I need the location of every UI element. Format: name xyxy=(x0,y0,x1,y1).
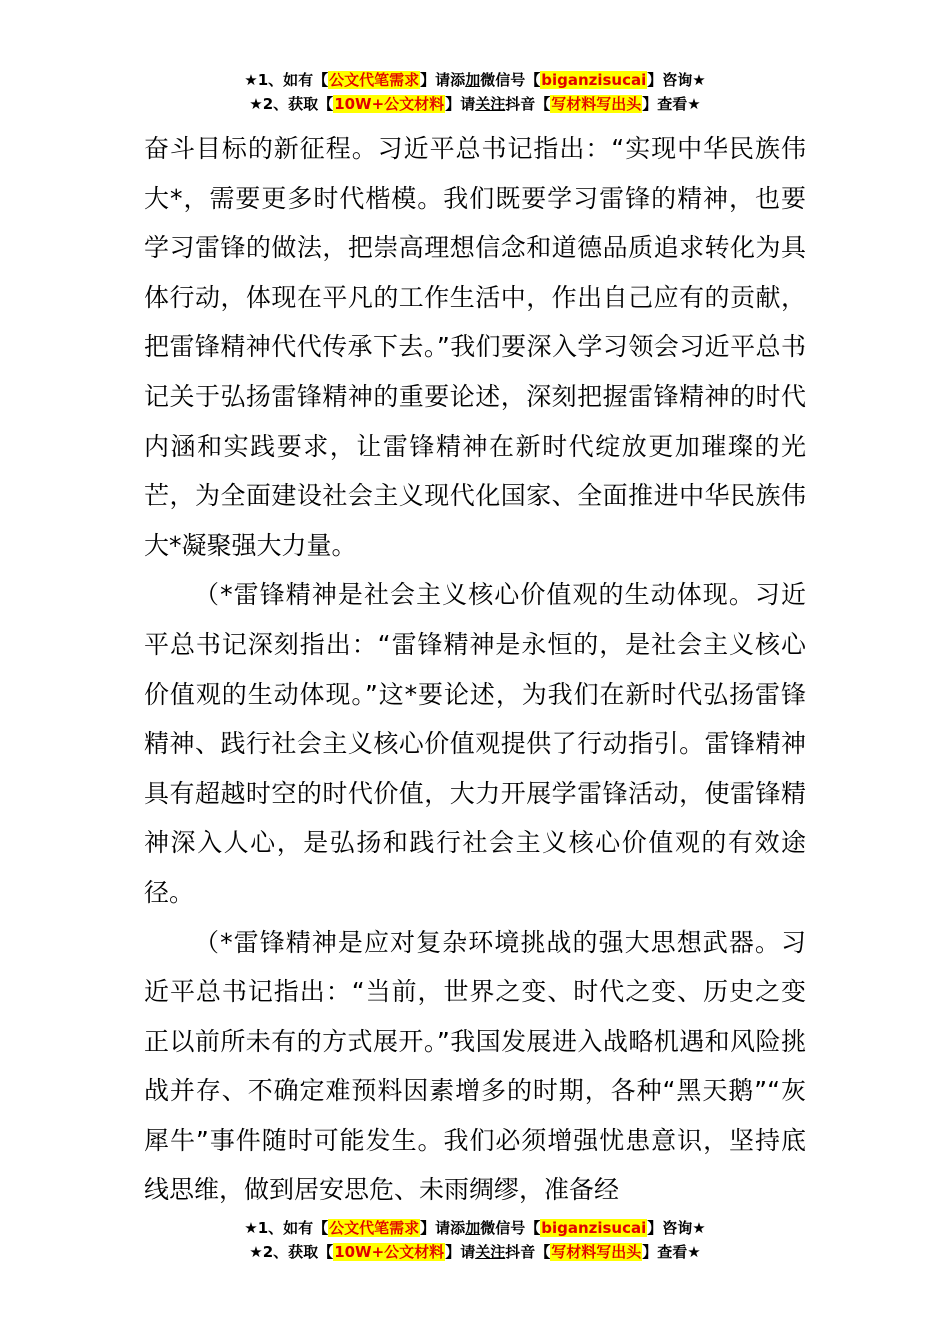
banner-text: 】请添 xyxy=(420,71,466,89)
banner-highlight-materials: 10W+公文材料 xyxy=(334,1243,445,1261)
banner-underlined-text: 关注 xyxy=(475,95,506,113)
paragraph-core-values: （*雷锋精神是社会主义核心价值观的生动体现。习近平总书记深刻指出：“雷锋精神是永恒的，是社会主义核心价值观的生动体现。”这*要论述，为我们在新时代弘扬雷锋精神、践行社会主义核心价值观提供了行动指引。雷锋精神具有超越时空的时代价值，大力开展学雷锋活动，使雷锋精神深入人心，是弘扬和践行社会主义核心价值观的有效途径。 xyxy=(144,580,806,907)
banner-highlight-douyin-account: 写材料写出头 xyxy=(551,1243,642,1261)
banner-underlined-text: 加 xyxy=(465,71,481,89)
banner-text: ★1、如有【 xyxy=(244,1219,329,1237)
banner-line-1 xyxy=(0,1216,950,1240)
banner-line-1 xyxy=(0,68,950,92)
banner-text: 】咨询★ xyxy=(647,1219,706,1237)
banner-text: 微信号【 xyxy=(480,1219,541,1237)
banner-text: 微信号【 xyxy=(480,71,541,89)
banner-highlight-wechat-id: biganzisucai xyxy=(541,1219,647,1237)
banner-text: ★2、获取【 xyxy=(249,95,334,113)
banner-text: 抖音【 xyxy=(505,95,551,113)
banner-line-2 xyxy=(0,92,950,116)
banner-text: 】请 xyxy=(445,95,476,113)
banner-text: 】咨询★ xyxy=(647,71,706,89)
header-banner xyxy=(0,68,950,116)
banner-text: 抖音【 xyxy=(505,1243,551,1261)
banner-line-2 xyxy=(0,1240,950,1264)
banner-highlight-douyin-account: 写材料写出头 xyxy=(551,95,642,113)
banner-text: ★2、获取【 xyxy=(249,1243,334,1261)
paragraph-challenges: （*雷锋精神是应对复杂环境挑战的强大思想武器。习近平总书记指出：“当前，世界之变、时代之变、历史之变正以前所未有的方式展开。”我国发展进入战略机遇和风险挑战并存、不确定难预料因素增多的时期，各种“黑天鹅”“灰犀牛”事件随时可能发生。我们必须增强忧患意识，坚持底线思维，做到居安思危、未雨绸缪，准备经 xyxy=(144,927,806,1205)
banner-text: 】请添 xyxy=(420,1219,466,1237)
paragraph-continuation: 奋斗目标的新征程。习近平总书记指出：“实现中华民族伟大*，需要更多时代楷模。我们既要学习雷锋的精神，也要学习雷锋的做法，把崇高理想信念和道德品质追求转化为具体行动，体现在平凡的工作生活中，作出自己应有的贡献，把雷锋精神代代传承下去。”我们要深入学习领会习近平总书记关于弘扬雷锋精神的重要论述，深刻把握雷锋精神的时代内涵和实践要求，让雷锋精神在新时代绽放更加璀璨的光芒，为全面建设社会主义现代化国家、全面推进中华民族伟大*凝聚强大力量。 xyxy=(144,134,806,560)
banner-text: 】查看★ xyxy=(642,95,701,113)
banner-highlight-materials: 10W+公文材料 xyxy=(334,95,445,113)
banner-underlined-text: 加 xyxy=(465,1219,481,1237)
banner-highlight-wechat-id: biganzisucai xyxy=(541,71,647,89)
banner-text: 】请 xyxy=(445,1243,476,1261)
banner-text: ★1、如有【 xyxy=(244,71,329,89)
banner-highlight-service: 公文代笔需求 xyxy=(329,1219,420,1237)
banner-underlined-text: 关注 xyxy=(475,1243,506,1261)
footer-banner xyxy=(0,1216,950,1264)
document-body xyxy=(144,124,806,1215)
banner-highlight-service: 公文代笔需求 xyxy=(329,71,420,89)
banner-text: 】查看★ xyxy=(642,1243,701,1261)
